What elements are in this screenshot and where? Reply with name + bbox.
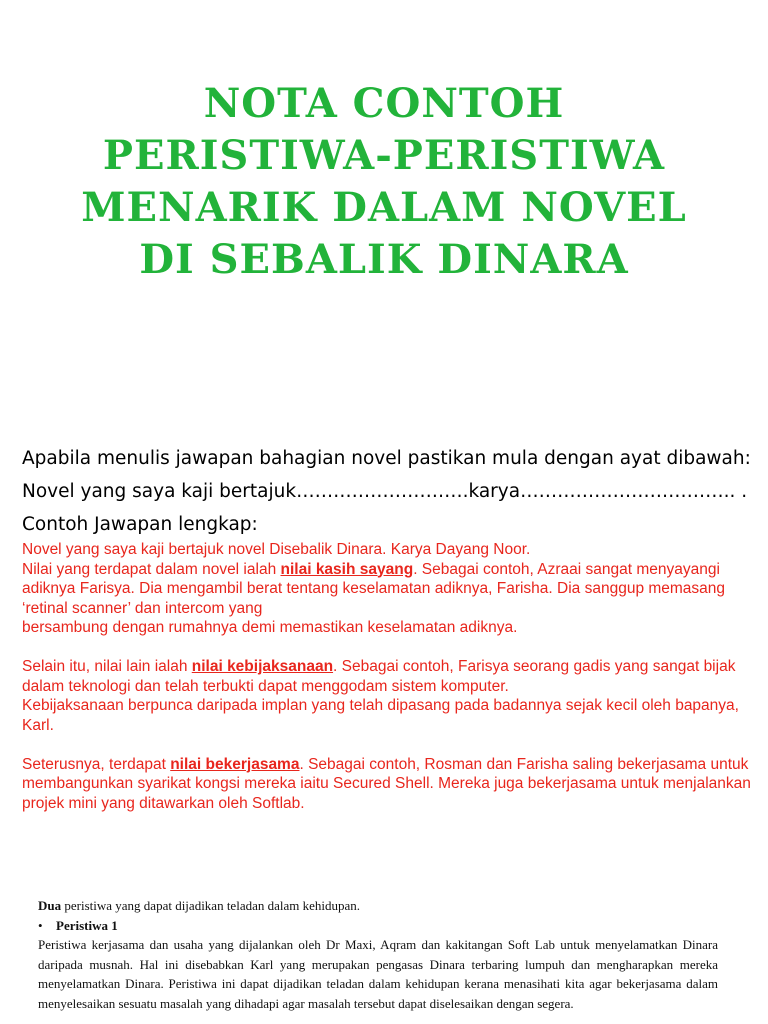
bullet-label: Peristiwa 1 <box>56 917 118 933</box>
answer-text: Nilai yang terdapat dalam novel ialah <box>22 560 281 578</box>
value-highlight: nilai bekerjasama <box>170 755 300 773</box>
answer-text: Seterusnya, terdapat <box>22 755 171 773</box>
answer-paragraph-1 <box>22 560 762 619</box>
answer-opening-line: Novel yang saya kaji bertajuk novel Disebalik Dinara. Karya Dayang Noor. <box>22 541 531 558</box>
bullet-icon: • <box>38 917 43 933</box>
paragraph-gap <box>22 638 762 658</box>
paragraph-gap <box>22 735 762 755</box>
title-line-2: PERISTIWA-PERISTIWA <box>102 132 666 179</box>
title-line-1: NOTA CONTOH <box>203 80 565 127</box>
instruction-template-line: Novel yang saya kaji bertajuk……………………….karya…………………………….. . <box>22 481 748 502</box>
notes-heading <box>38 896 718 916</box>
answer-text: . Sebagai contoh, Farisya seorang gadis yang sangat bijak dalam teknologi dan telah terbukti dapat menggodam sistem komputer. <box>22 658 736 695</box>
bullet-item <box>38 916 718 936</box>
document-title <box>0 78 768 286</box>
value-highlight: nilai kasih sayang <box>280 560 414 578</box>
notes-heading-bold: Dua <box>38 898 62 913</box>
answer-paragraph-1-end: bersambung dengan rumahnya demi memastikan keselamatan adiknya. <box>22 619 518 636</box>
example-answer <box>22 540 762 813</box>
title-line-3: MENARIK DALAM NOVEL <box>81 184 687 231</box>
answer-paragraph-2 <box>22 657 762 696</box>
answer-text: . Sebagai contoh, Rosman dan Farisha saling bekerjasama untuk membangunkan syarikat kongsi mereka iaitu Secured Shell. Mereka juga bekerjasama untuk menjalankan projek mini yang ditawarkan oleh Softlab. <box>22 755 751 812</box>
instruction-line-1: Apabila menulis jawapan bahagian novel pastikan mula dengan ayat dibawah: <box>22 448 751 469</box>
notes-paragraph: Peristiwa kerjasama dan usaha yang dijalankan oleh Dr Maxi, Aqram dan kakitangan Soft Lab untuk menyelamatkan Dinara daripada musnah. Hal ini disebabkan Karl yang merupakan pengasas Dinara terbaring lumpuh dan mengharapkan mereka menyelamatkan Dinara. Peristiwa ini dapat dijadikan teladan dalam kehidupan kerana menasihati kita agar bekerjasama dalam menyelesaikan sesuatu masalah yang dihadapi agar masalah tersebut dapat diselesaikan dengan segera. <box>38 937 718 1011</box>
instruction-block <box>22 442 752 541</box>
notes-heading-text: peristiwa yang dapat dijadikan teladan dalam kehidupan. <box>61 898 361 913</box>
answer-text: . Sebagai contoh, Azraai sangat menyayangi adiknya Farisya. Dia mengambil berat tentang keselamatan adiknya, Farisha. Dia sanggup memasang ‘retinal scanner’ dan intercom yang <box>22 560 726 617</box>
answer-text: Selain itu, nilai lain ialah <box>22 658 192 675</box>
notes-section <box>38 896 718 1014</box>
value-highlight: nilai kebijaksanaan <box>191 658 334 675</box>
answer-paragraph-2-end: Kebijaksanaan berpunca daripada implan yang telah dipasang pada badannya sejak kecil oleh bapanya, Karl. <box>22 697 739 734</box>
answer-paragraph-3 <box>22 755 762 814</box>
example-answer-heading: Contoh Jawapan lengkap: <box>22 514 258 535</box>
title-line-4: DI SEBALIK DINARA <box>139 236 629 283</box>
